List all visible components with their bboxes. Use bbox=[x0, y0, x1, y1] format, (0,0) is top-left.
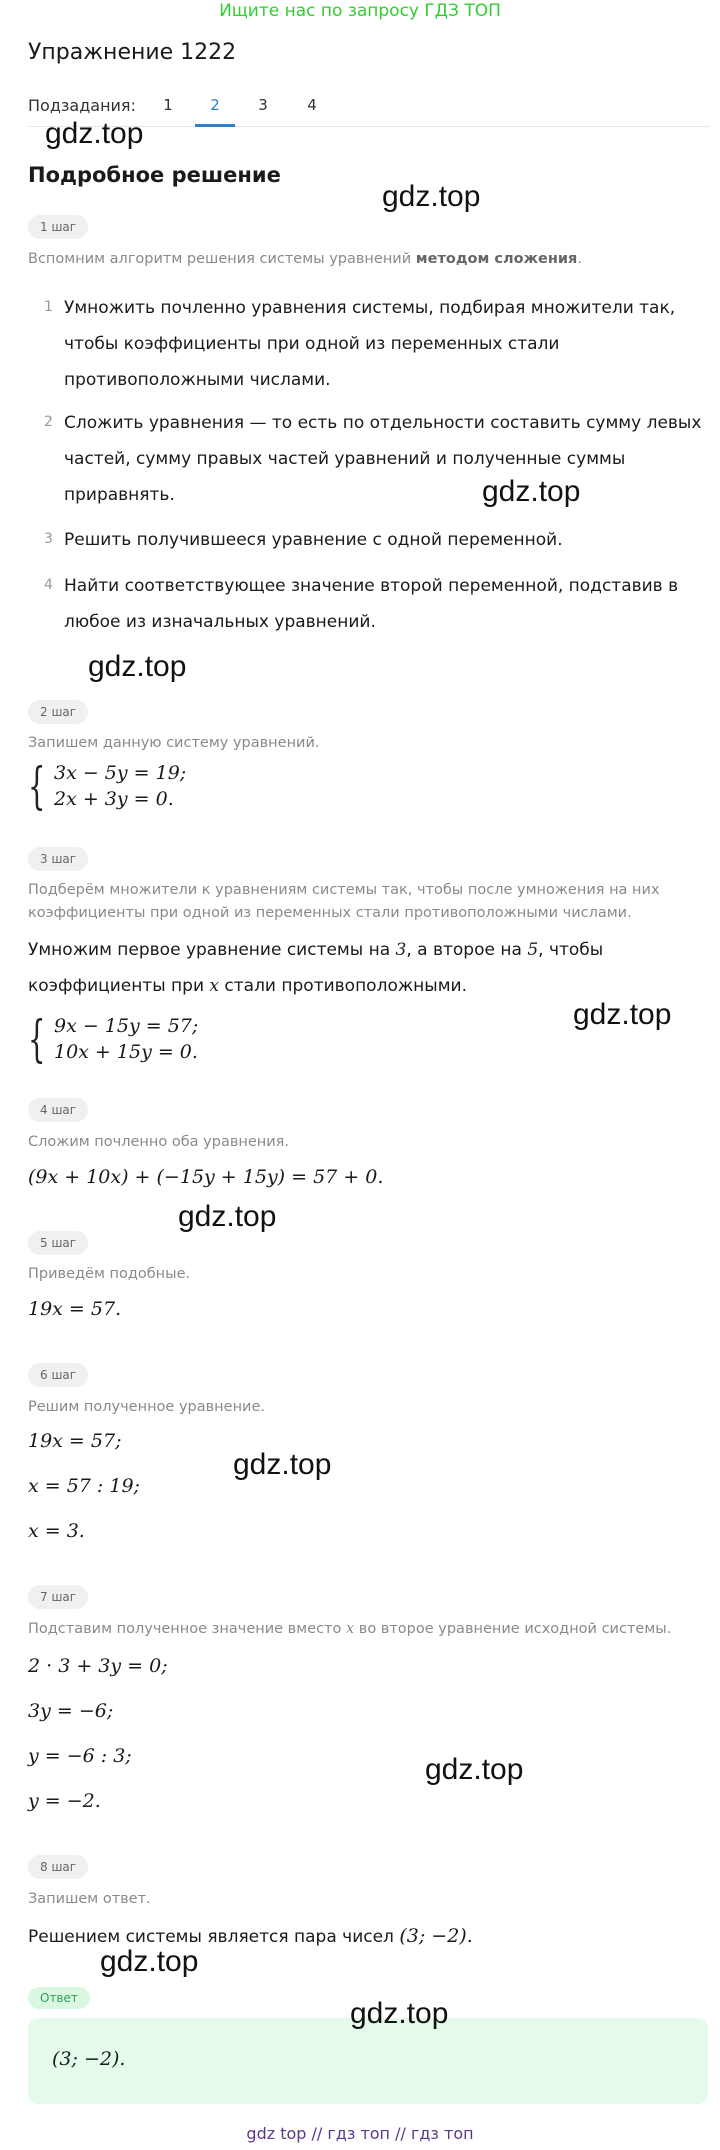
step-badge: 4 шаг bbox=[28, 1098, 88, 1122]
equation: 3x − 5y = 19; bbox=[54, 762, 187, 784]
tab-subtask-4[interactable]: 4 bbox=[307, 96, 317, 114]
watermark: gdz.top bbox=[88, 650, 187, 683]
equation: 19x = 57; bbox=[28, 1430, 122, 1452]
list-text: Сложить уравнения — то есть по отдельности составить сумму левых частей, сумму правых частей уравнений и полученные суммы приравнять. bbox=[64, 413, 702, 505]
system-brace: { bbox=[28, 757, 46, 815]
watermark: gdz.top bbox=[233, 1448, 332, 1481]
tab-subtask-3[interactable]: 3 bbox=[258, 96, 268, 114]
step-badge: 3 шаг bbox=[28, 847, 88, 871]
list-text: Решить получившееся уравнение с одной переменной. bbox=[64, 530, 563, 550]
section-title: Подробное решение bbox=[28, 163, 281, 187]
answer-value: (3; −2). bbox=[52, 2048, 126, 2070]
list-number: 4 bbox=[44, 577, 53, 593]
step-hint: Вспомним алгоритм решения системы уравнений методом сложения. bbox=[28, 251, 582, 267]
step-hint: Сложим почленно оба уравнения. bbox=[28, 1134, 290, 1150]
equation: 19x = 57. bbox=[28, 1298, 122, 1320]
step-badge: 1 шаг bbox=[28, 215, 88, 239]
watermark: gdz.top bbox=[482, 475, 581, 508]
watermark: gdz.top bbox=[382, 180, 481, 213]
step-badge: 2 шаг bbox=[28, 700, 88, 724]
step-badge: 5 шаг bbox=[28, 1231, 88, 1255]
watermark: gdz.top bbox=[178, 1200, 277, 1233]
watermark: gdz.top bbox=[573, 998, 672, 1031]
tab-subtask-2[interactable]: 2 bbox=[210, 96, 220, 114]
step-hint: Подставим полученное значение вместо x во второе уравнение исходной системы. bbox=[28, 1621, 672, 1637]
step-text: Решением системы является пара чисел (3; −2). bbox=[28, 1925, 473, 1947]
list-number: 1 bbox=[44, 299, 53, 315]
equation: x = 57 : 19; bbox=[28, 1475, 140, 1497]
step-hint: Запишем ответ. bbox=[28, 1891, 151, 1907]
step-text: Умножим первое уравнение системы на 3, а второе на 5, чтобы коэффициенты при x стали противоположными. bbox=[28, 940, 604, 996]
equation: y = −2. bbox=[28, 1790, 101, 1812]
footer-links[interactable]: gdz top // гдз топ // гдз топ bbox=[246, 2124, 474, 2143]
page-title: Упражнение 1222 bbox=[28, 40, 237, 65]
active-tab-indicator bbox=[195, 124, 235, 127]
step-hint: Подберём множители к уравнениям системы так, чтобы после умножения на них коэффициенты при одной из переменных стали противоположными числами. bbox=[28, 882, 660, 921]
step-hint: Приведём подобные. bbox=[28, 1266, 191, 1282]
top-banner[interactable]: Ищите нас по запросу ГДЗ ТОП bbox=[219, 1, 501, 21]
subtask-label: Подзадания: bbox=[28, 96, 136, 115]
step-badge: 7 шаг bbox=[28, 1585, 88, 1609]
system-brace: { bbox=[28, 1010, 46, 1068]
step-hint: Запишем данную систему уравнений. bbox=[28, 735, 320, 751]
tab-subtask-1[interactable]: 1 bbox=[163, 96, 173, 114]
list-text: Умножить почленно уравнения системы, подбирая множители так, чтобы коэффициенты при одной из переменных стали противоположными числами. bbox=[64, 298, 676, 390]
equation: y = −6 : 3; bbox=[28, 1745, 132, 1767]
equation: (9x + 10x) + (−15y + 15y) = 57 + 0. bbox=[28, 1166, 384, 1188]
list-text: Найти соответствующее значение второй переменной, подставив в любое из изначальных уравнений. bbox=[64, 576, 679, 632]
watermark: gdz.top bbox=[350, 1997, 449, 2030]
step-badge: 8 шаг bbox=[28, 1855, 88, 1879]
watermark: gdz.top bbox=[45, 117, 144, 150]
equation: 9x − 15y = 57; bbox=[54, 1015, 199, 1037]
equation: 2 · 3 + 3y = 0; bbox=[28, 1655, 168, 1677]
list-number: 2 bbox=[44, 414, 53, 430]
answer-badge: Ответ bbox=[28, 1987, 90, 2009]
equation: x = 3. bbox=[28, 1520, 85, 1542]
equation: 10x + 15y = 0. bbox=[54, 1041, 198, 1063]
step-badge: 6 шаг bbox=[28, 1363, 88, 1387]
equation: 2x + 3y = 0. bbox=[54, 788, 174, 810]
step-hint: Решим полученное уравнение. bbox=[28, 1399, 266, 1415]
list-number: 3 bbox=[44, 531, 53, 547]
equation: 3y = −6; bbox=[28, 1700, 114, 1722]
watermark: gdz.top bbox=[100, 1945, 199, 1978]
watermark: gdz.top bbox=[425, 1753, 524, 1786]
